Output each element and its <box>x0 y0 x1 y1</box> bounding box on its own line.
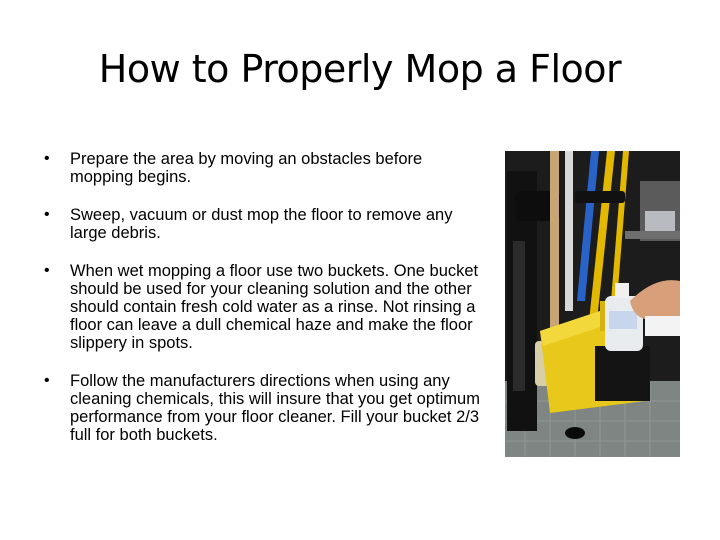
bullet-text: Prepare the area by moving an obstacles before mopping begins. <box>70 150 423 186</box>
bullet-item <box>44 150 484 186</box>
bullet-marker: • <box>44 206 50 223</box>
bullet-text: Sweep, vacuum or dust mop the floor to remove any large debris. <box>70 206 453 242</box>
bullet-text: When wet mopping a floor use two buckets. One bucket should be used for your cleaning solution and the other should contain fresh cold water as a rinse. Not rinsing a floor can leave a dull chemical haze and make the floor slippery in spots. <box>70 262 479 352</box>
bullet-marker: • <box>44 372 50 389</box>
bullet-marker: • <box>44 150 50 167</box>
slide-title: How to Properly Mop a Floor <box>98 47 622 91</box>
mop-bucket-photo <box>505 151 680 457</box>
bullet-item <box>44 206 484 242</box>
bullet-item <box>44 262 484 352</box>
bullet-list <box>44 150 484 464</box>
bullet-item <box>44 372 484 444</box>
bullet-marker: • <box>44 262 50 279</box>
bullet-text: Follow the manufacturers directions when using any cleaning chemicals, this will insure that you get optimum performance from your floor cleaner. Fill your bucket 2/3 full for both buckets. <box>70 372 480 444</box>
mop-bucket-illustration <box>505 151 680 457</box>
